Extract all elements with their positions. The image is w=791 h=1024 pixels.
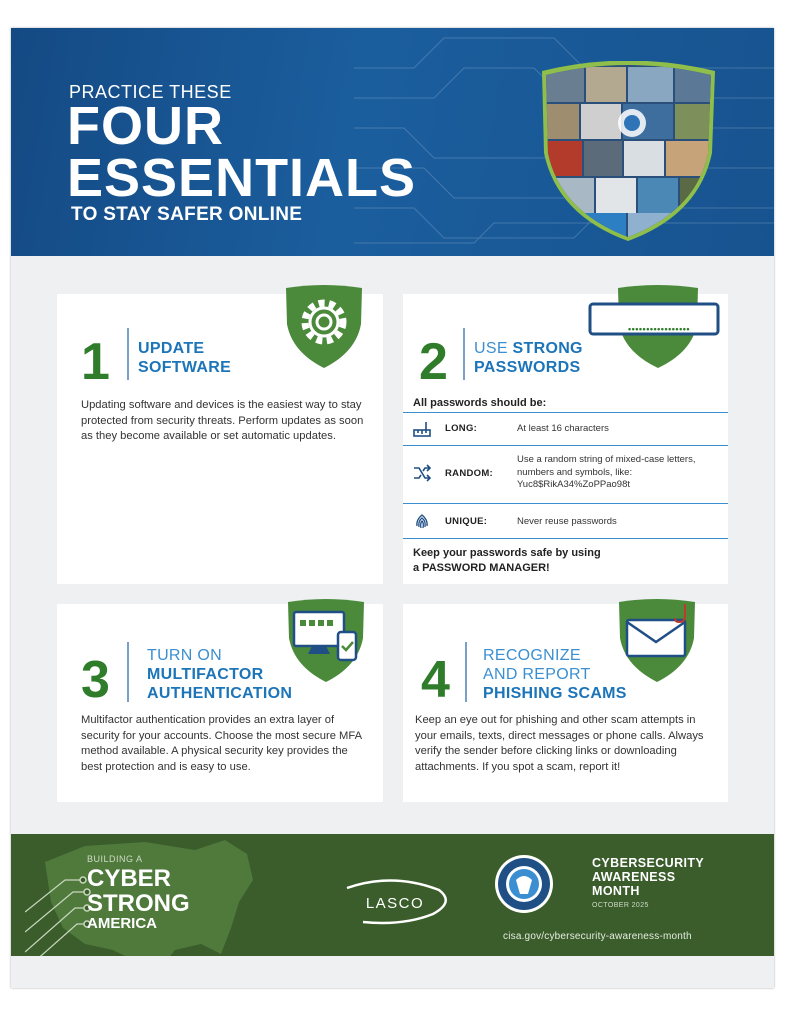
card-body: Keep an eye out for phishing and other scam attempts in your emails, texts, direct messages or phone calls. Always verify the sender before clicking links or downloading attachments. If you spot a scam, report it! <box>415 714 704 773</box>
password-mask: ••••••••••••••••• <box>627 324 691 334</box>
card-title-line1: TURN ON <box>147 647 222 664</box>
password-row-label: LONG: <box>445 423 478 434</box>
password-manager-tip-line2: a PASSWORD MANAGER! <box>413 562 550 574</box>
america-label: AMERICA <box>87 915 157 932</box>
password-row-label: RANDOM: <box>445 468 494 479</box>
card-title-line1: UPDATE <box>138 340 205 357</box>
password-row-random <box>403 445 728 503</box>
password-row-long <box>403 412 728 445</box>
lasco-logo-icon <box>333 878 453 926</box>
header-pretitle: PRACTICE THESE <box>69 82 232 102</box>
gear-shield-icon <box>284 284 364 370</box>
ruler-icon <box>413 420 431 438</box>
password-intro: All passwords should be: <box>413 397 547 409</box>
divider <box>465 642 467 702</box>
devices-shield-icon <box>284 598 368 684</box>
card-body: Multifactor authentication provides an extra layer of security for your accounts. Choose the most secure MFA method available. A physical security key provides the best protection and is easy to use. <box>81 714 362 773</box>
card-strong-passwords <box>403 294 728 584</box>
divider <box>127 328 129 380</box>
strong-label: STRONG <box>87 890 190 917</box>
cisa-link[interactable]: cisa.gov/cybersecurity-awareness-month <box>503 931 692 942</box>
divider <box>463 328 465 380</box>
card-title-line2: PASSWORDS <box>474 359 581 376</box>
cyber-label: CYBER <box>87 865 172 892</box>
header-banner <box>11 28 774 256</box>
photo-collage-shield-icon <box>536 61 721 241</box>
card-title-line2: AND REPORT <box>483 666 591 683</box>
divider <box>127 642 129 702</box>
header-title-line2: ESSENTIALS <box>67 148 417 208</box>
document-page <box>11 28 774 988</box>
card-title-line2: SOFTWARE <box>138 359 232 376</box>
fingerprint-icon <box>413 512 431 530</box>
password-row-value: Never reuse passwords <box>517 516 617 527</box>
campaign-line2: AWARENESS <box>592 870 676 884</box>
card-title-line3: PHISHING SCAMS <box>483 685 627 702</box>
svg-text:LASCO: LASCO <box>365 895 425 912</box>
card-number: 3 <box>81 651 110 709</box>
card-title-line1: USE STRONG <box>474 340 583 357</box>
card-number: 2 <box>419 333 448 391</box>
password-row-label: UNIQUE: <box>445 516 488 527</box>
password-row-value: At least 16 characters <box>517 423 609 434</box>
building-a-label: BUILDING A <box>87 854 143 864</box>
header-title-line1: FOUR <box>67 96 224 156</box>
password-row-value: Use a random string of mixed-case letters, numbers and symbols, like: Yuc8$RikA34%ZoPPao98t <box>517 454 696 490</box>
card-body: Updating software and devices is the easiest way to stay protected from security threats. Perform updates as soon as they become available or set automatic updates. <box>81 399 364 442</box>
campaign-line1: CYBERSECURITY <box>592 856 705 870</box>
card-update-software <box>57 294 383 584</box>
email-hook-shield-icon <box>613 598 703 684</box>
card-number: 1 <box>81 333 110 391</box>
card-title-line2: MULTIFACTOR <box>147 666 264 683</box>
card-number: 4 <box>421 651 450 709</box>
password-manager-tip-line1: Keep your passwords safe by using <box>413 547 601 559</box>
card-title-line1: RECOGNIZE <box>483 647 581 664</box>
header-subtitle: TO STAY SAFER ONLINE <box>71 204 303 225</box>
card-phishing-scams <box>403 604 728 802</box>
cisa-seal-icon <box>494 854 554 914</box>
password-row-unique <box>403 503 728 539</box>
card-title-line3: AUTHENTICATION <box>147 685 293 702</box>
campaign-date: OCTOBER 2025 <box>592 902 649 909</box>
shuffle-icon <box>413 464 431 482</box>
campaign-line3: MONTH <box>592 884 640 898</box>
footer-banner <box>11 834 774 956</box>
card-multifactor-authentication <box>57 604 383 802</box>
